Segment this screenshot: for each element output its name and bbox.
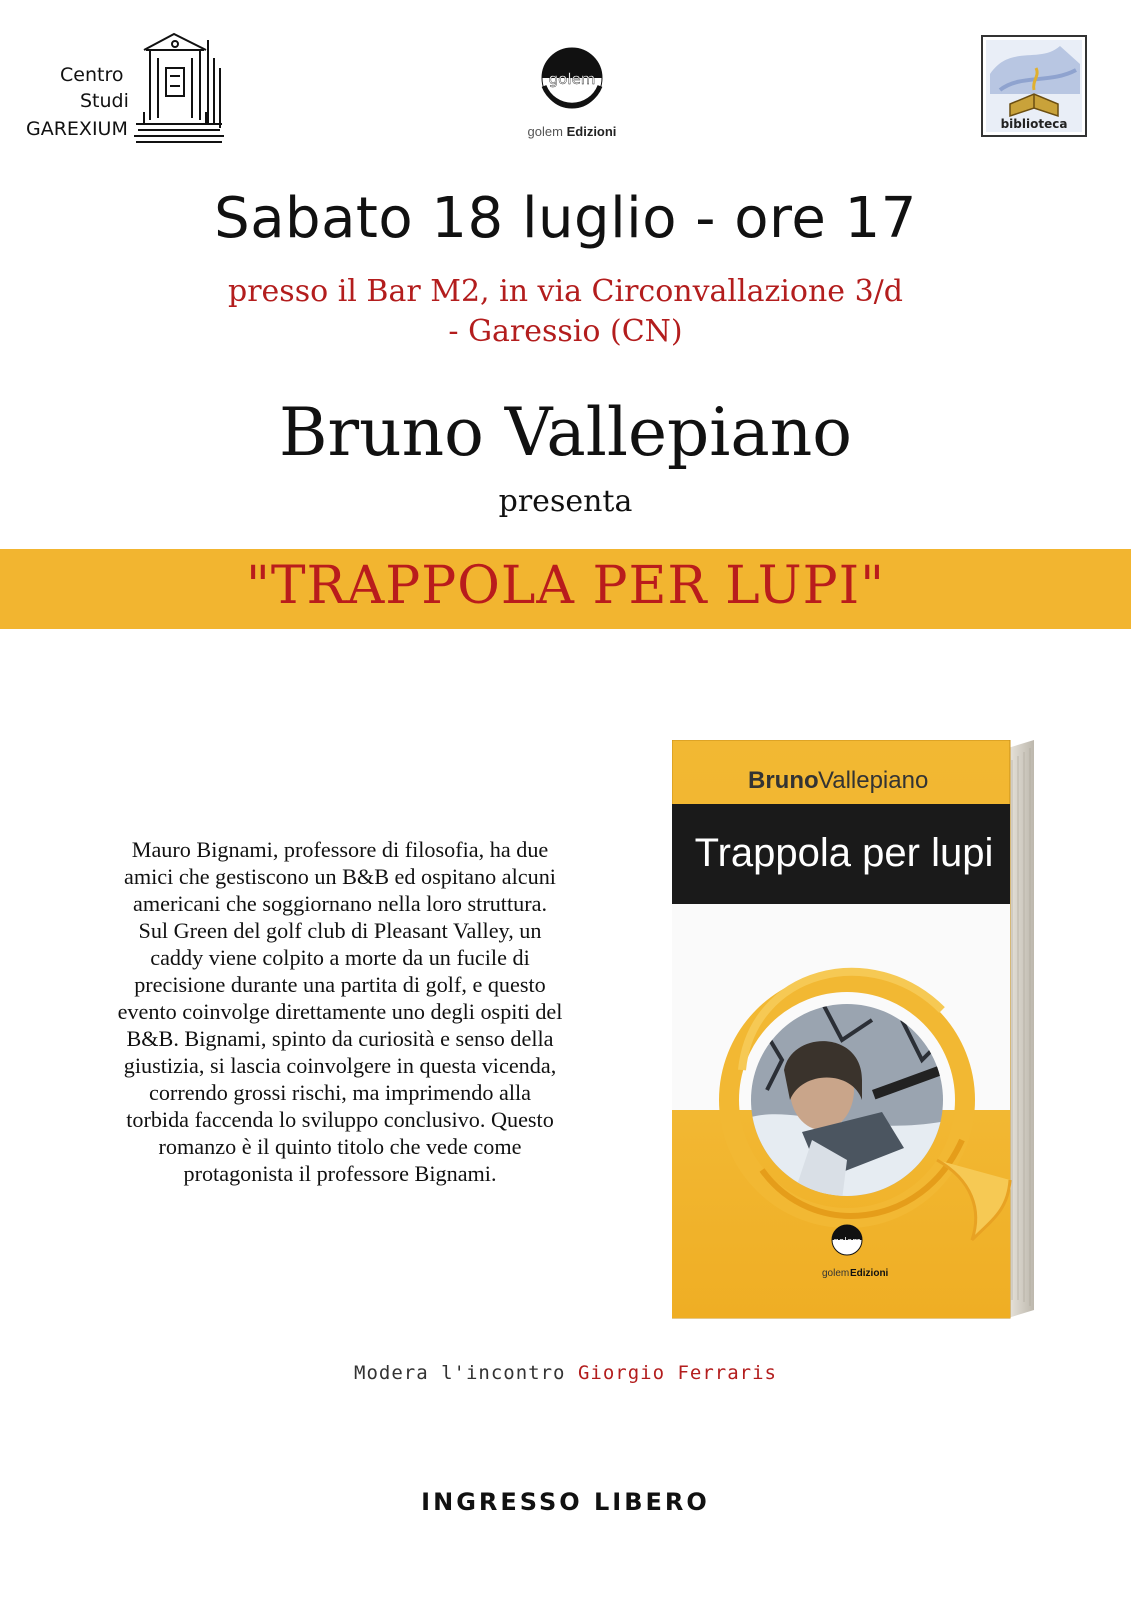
event-date-time: Sabato 18 luglio - ore 17 <box>214 186 917 251</box>
biblioteca-logo <box>980 34 1092 142</box>
logo-text-garexium: GAREXIUM <box>26 118 128 140</box>
synopsis-line: correndo grossi rischi, ma imprimendo alla <box>148 1080 532 1105</box>
synopsis-line: torbida faccenda lo sviluppo conclusivo. Questo <box>126 1107 554 1132</box>
synopsis-line: romanzo è il quinto titolo che vede come <box>158 1134 522 1159</box>
golem-mark-text: golem <box>548 70 596 88</box>
logo-text-centro: Centro <box>60 64 124 86</box>
event-place-line-1: presso il Bar M2, in via Circonvallazione 3/d <box>228 274 903 309</box>
moderator-line <box>0 1362 1131 1384</box>
synopsis-line: amici che gestiscono un B&B ed ospitano alcuni <box>124 864 556 889</box>
synopsis-line: americani che soggiornano nella loro struttura. <box>132 891 548 916</box>
cover-publisher-bold: Edizioni <box>850 1268 889 1279</box>
cover-author-first: Bruno <box>748 767 819 794</box>
logo-text-studi: Studi <box>80 90 129 112</box>
book-cover-art <box>672 740 1042 1320</box>
event-place-line-2: - Garessio (CN) <box>448 314 683 349</box>
cover-title: Trappola per lupi <box>694 831 994 875</box>
author-name: Bruno Vallepiano <box>279 394 852 471</box>
synopsis-line: Mauro Bignami, professore di filosofia, ha due <box>131 837 549 862</box>
synopsis-line: Sul Green del golf club di Pleasant Valley, un <box>138 918 542 943</box>
free-entry-label: INGRESSO LIBERO <box>421 1488 710 1516</box>
biblioteca-book-icon <box>980 34 1092 142</box>
book-cover <box>672 740 1042 1320</box>
moderator-name: Giorgio Ferraris <box>577 1362 777 1384</box>
golem-circle-icon <box>512 36 632 122</box>
cover-golem-mark: golem <box>832 1237 862 1247</box>
centro-studi-garexium-logo <box>22 28 222 150</box>
synopsis-line: evento coinvolge direttamente uno degli ospiti del <box>117 999 563 1024</box>
cover-publisher-light: golem <box>822 1268 850 1279</box>
presenta-label: presenta <box>498 484 633 519</box>
moderator-prefix: Modera l'incontro <box>354 1362 566 1384</box>
golem-brand-bold: Edizioni <box>566 124 617 139</box>
book-title: "TRAPPOLA PER LUPI" <box>245 556 886 616</box>
cover-author-last: Vallepiano <box>818 767 929 794</box>
church-drawing-icon <box>134 28 224 146</box>
synopsis <box>50 836 630 1187</box>
event-place <box>0 272 1131 352</box>
synopsis-line: giustizia, si lascia coinvolgere in questa vicenda, <box>123 1053 557 1078</box>
synopsis-line: protagonista il professore Bignami. <box>183 1161 497 1186</box>
synopsis-line: B&B. Bignami, spinto da curiosità e senso della <box>126 1026 554 1051</box>
synopsis-line: caddy viene colpito a morte da un fucile di <box>150 945 530 970</box>
biblioteca-label: biblioteca <box>1000 117 1068 131</box>
golem-edizioni-logo <box>512 36 632 146</box>
golem-brand-line <box>512 124 632 139</box>
synopsis-line: precisione durante una partita di golf, e questo <box>134 972 546 997</box>
golem-brand-light: golem <box>527 124 563 139</box>
